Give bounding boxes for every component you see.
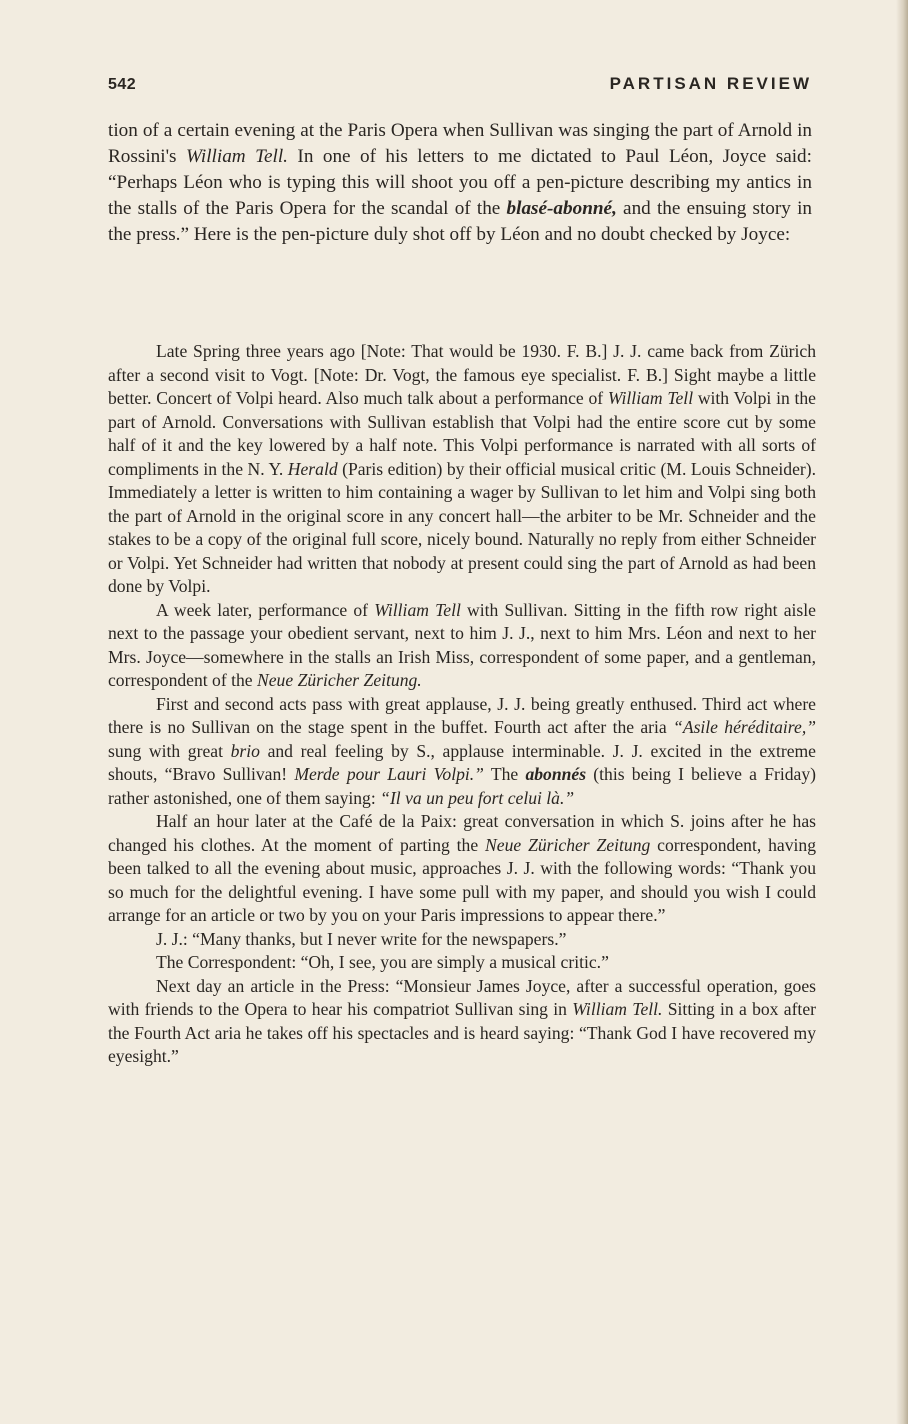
page-edge-shadow xyxy=(896,0,908,1424)
italic-run: William Tell xyxy=(374,599,461,620)
italic-run: Herald xyxy=(287,458,338,479)
text-run: Sitting in a box after the Fourth Act aria he takes off his spectacles and is heard saying: “Thank God I have recovered my eyesight.” xyxy=(108,999,816,1066)
extract-paragraph-6 xyxy=(108,951,816,975)
text-run: and real feeling by S., applause interminable. J. J. excited in the extreme shouts, “Bravo Sullivan! xyxy=(108,740,816,784)
text-run: (Paris edition) by their official musical critic (M. Louis Schneider). Immediately a letter is written to him containing a wager by Sullivan to let him and Volpi sing both the part of Arnold in the original score in any concert hall—the arbiter to be Mr. Schneider and the stakes to be a copy of the original full score, nicely bound. Naturally no reply from either Schneider or Volpi. Yet Schneider had written that nobody at present could sing the part of Arnold as had been done by Volpi. xyxy=(108,458,816,596)
extract-paragraph-7 xyxy=(108,975,816,1069)
italic-run: Merde pour Lauri Volpi.” xyxy=(294,764,484,784)
italic-run: William Tell. xyxy=(572,999,663,1019)
extract-paragraph-4 xyxy=(108,810,816,928)
page-number: 542 xyxy=(108,76,137,93)
text-run: Next day an article in the Press: “Monsieur James Joyce, after a successful operation, goes with friends to the Opera to hear his compatriot Sullivan sing in xyxy=(108,975,816,1019)
text-run: and the ensuing story in the press.” Here is the pen-picture duly shot off by Léon and no doubt checked by Joyce: xyxy=(108,197,812,245)
text-run: J. J.: “Many thanks, but I never write for the newspapers.” xyxy=(156,928,567,949)
text-run: A week later, performance of xyxy=(156,599,375,620)
intro-text xyxy=(108,118,812,248)
text-run: correspondent, having been talked to all the evening about music, approaches J. J. with the following words: “Thank you so much for the delightful evening. I have some pull with my paper, and should you wish I could arrange for an article or two by you on your Paris impressions to appear there.” xyxy=(108,834,816,925)
text-run: (this being I believe a Friday) rather astonished, one of them saying: xyxy=(108,764,816,808)
running-head: PARTISAN REVIEW xyxy=(609,74,812,93)
italic-run: Neue Züricher Zeitung xyxy=(485,834,651,855)
italic-run: William Tell xyxy=(607,388,694,408)
italic-run: “Asile héréditaire,” xyxy=(673,717,816,737)
text-run: In one of his letters to me dictated to Paul Léon, Joyce said: “Perhaps Léon who is typing this will shoot you off a pen-picture describing my antics in the stalls of the Paris Opera for the scandal of the xyxy=(108,145,812,219)
extract-paragraph-3 xyxy=(108,693,816,811)
extract-paragraph-5 xyxy=(108,928,816,952)
italic-run: “Il va un peu fort celui là.” xyxy=(380,787,575,808)
quoted-extract xyxy=(108,340,816,1069)
text-run: with Volpi in the part of Arnold. Conversations with Sullivan establish that Volpi had the entire score cut by some half of it and the key lowered by a half note. This Volpi performance is narrated with all sorts of compliments in the N. Y. xyxy=(108,388,816,479)
bold-italic-run: abonnés xyxy=(525,764,587,784)
extract-paragraph-1 xyxy=(108,340,816,599)
text-run: Half an hour later at the Café de la Paix: great conversation in which S. joins after he has changed his clothes. At the moment of parting the xyxy=(108,811,816,855)
italic-run: Neue Züricher Zeitung. xyxy=(257,670,422,690)
italic-run: William Tell. xyxy=(185,145,288,167)
bold-italic-run: blasé-abonné, xyxy=(506,197,617,219)
text-run: with Sullivan. Sitting in the fifth row right aisle next to the passage your obedient servant, next to him J. J., next to him Mrs. Léon and next to her Mrs. Joyce—somewhere in the stalls an Irish Miss, correspondent of some paper, and a gentleman, correspondent of the xyxy=(108,599,816,690)
text-run: sung with great xyxy=(108,740,231,761)
text-run: tion of a certain evening at the Paris Opera when Sullivan was singing the part of Arnold in Rossini's xyxy=(108,120,812,167)
text-run: Late Spring three years ago [Note: That would be 1930. F. B.] J. J. came back from Zürich after a second visit to Vogt. [Note: Dr. Vogt, the famous eye specialist. F. B.] Sight maybe a little better. Concert of Volpi heard. Also much talk about a performance of xyxy=(108,341,816,408)
text-run: The xyxy=(483,764,526,784)
text-run: The Correspondent: “Oh, I see, you are simply a musical critic.” xyxy=(156,952,609,972)
intro-paragraph xyxy=(108,118,812,248)
page-header xyxy=(108,72,812,102)
text-run: First and second acts pass with great applause, J. J. being greatly enthused. Third act where there is no Sullivan on the stage spent in the buffet. Fourth act after the aria xyxy=(108,693,816,737)
italic-run: brio xyxy=(230,740,260,761)
extract-paragraph-2 xyxy=(108,599,816,693)
